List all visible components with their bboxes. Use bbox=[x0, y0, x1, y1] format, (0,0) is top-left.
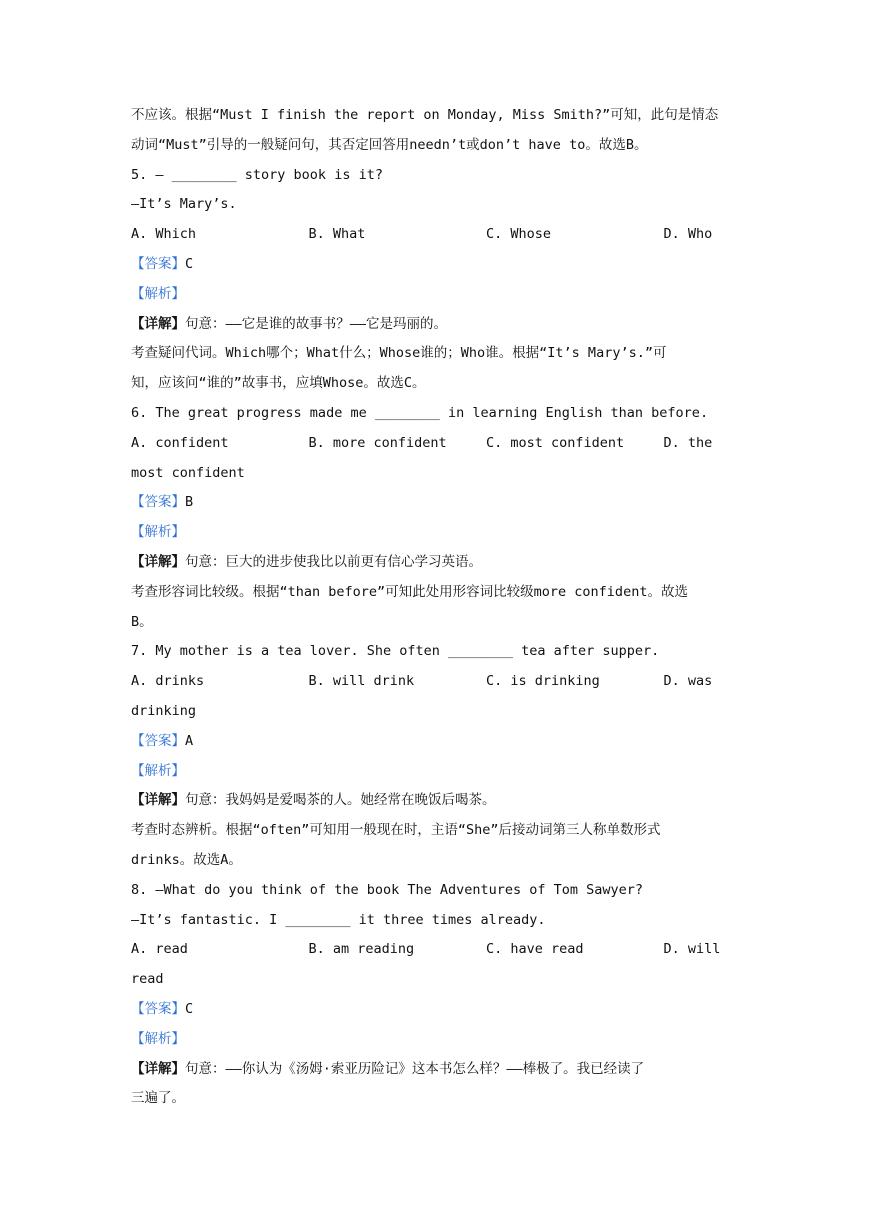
explain-line: 考查疑问代词。Which哪个；What什么；Whose谁的；Who谁。根据“It’s Mary’s.”可 bbox=[131, 345, 667, 362]
question-stem: 8. —What do you think of the book The Adventures of Tom Sawyer? bbox=[131, 881, 644, 898]
analysis-tag: 【解析】 bbox=[131, 524, 185, 541]
analysis-line bbox=[131, 757, 739, 787]
question-stem: 5. — ________ story book is it? bbox=[131, 166, 383, 183]
option-c: C. is drinking bbox=[486, 673, 600, 690]
options-wrap: drinking bbox=[131, 702, 197, 719]
detail-line bbox=[131, 310, 739, 340]
option-b: B. more confident bbox=[308, 434, 447, 451]
question-stem: 7. My mother is a tea lover. She often ________ tea after supper. bbox=[131, 643, 660, 660]
detail-tag: 【详解】 bbox=[131, 792, 185, 809]
explain-line: 考查时态辨析。根据“often”可知用一般现在时，主语“She”后接动词第三人称单数形式 bbox=[131, 822, 661, 839]
question-5 bbox=[131, 161, 739, 399]
option-c: C. have read bbox=[486, 941, 584, 958]
detail-text: 句意：——它是谁的故事书？——它是玛丽的。 bbox=[185, 315, 448, 332]
detail-tag: 【详解】 bbox=[131, 1060, 185, 1077]
detail-text: 句意：巨大的进步使我比以前更有信心学习英语。 bbox=[185, 553, 482, 570]
options-wrap: most confident bbox=[131, 464, 245, 481]
detail-line bbox=[131, 786, 739, 816]
options-wrap: read bbox=[131, 971, 164, 988]
answer-value: C bbox=[185, 1000, 194, 1017]
option-d: D. Who bbox=[663, 226, 713, 243]
analysis-tag: 【解析】 bbox=[131, 285, 185, 302]
answer-tag: 【答案】 bbox=[131, 255, 185, 272]
analysis-line bbox=[131, 1025, 739, 1055]
options-row bbox=[131, 220, 739, 250]
answer-line bbox=[131, 727, 739, 757]
option-b: B. What bbox=[308, 226, 366, 243]
question-7 bbox=[131, 637, 739, 875]
option-a: A. confident bbox=[131, 434, 229, 451]
option-c: C. most confident bbox=[486, 434, 625, 451]
answer-value: B bbox=[185, 494, 194, 511]
detail-text: 句意：我妈妈是爱喝茶的人。她经常在晚饭后喝茶。 bbox=[185, 792, 496, 809]
intro-line: 动词“Must”引导的一般疑问句，其否定回答用needn’t或don’t have to。故选B。 bbox=[131, 136, 648, 153]
explain-line: 考查形容词比较级。根据“than before”可知此处用形容词比较级more confident。故选 bbox=[131, 583, 688, 600]
explain-line: B。 bbox=[131, 613, 153, 630]
detail-text: 句意：——你认为《汤姆·索亚历险记》这本书怎么样？——棒极了。我已经读了 bbox=[185, 1060, 645, 1077]
detail-tag: 【详解】 bbox=[131, 553, 185, 570]
explain-line: 三遍了。 bbox=[131, 1090, 185, 1107]
intro-line: 不应该。根据“Must I finish the report on Monday, Miss Smith?”可知，此句是情态 bbox=[131, 107, 719, 123]
document-body bbox=[131, 101, 739, 1114]
detail-tag: 【详解】 bbox=[131, 315, 185, 332]
analysis-line bbox=[131, 280, 739, 310]
option-a: A. drinks bbox=[131, 673, 205, 690]
question-stem: —It’s Mary’s. bbox=[131, 196, 237, 213]
answer-line bbox=[131, 250, 739, 280]
question-stem: 6. The great progress made me ________ in learning English than before. bbox=[131, 404, 709, 421]
option-d: D. was bbox=[663, 673, 713, 690]
answer-tag: 【答案】 bbox=[131, 732, 185, 749]
options-row bbox=[131, 667, 739, 697]
explain-line: drinks。故选A。 bbox=[131, 851, 242, 868]
option-c: C. Whose bbox=[486, 226, 552, 243]
explain-line: 知，应该问“谁的”故事书，应填Whose。故选C。 bbox=[131, 375, 426, 392]
analysis-tag: 【解析】 bbox=[131, 1030, 185, 1047]
answer-value: C bbox=[185, 255, 194, 272]
answer-value: A bbox=[185, 732, 194, 749]
option-a: A. read bbox=[131, 941, 188, 958]
option-d: D. will bbox=[663, 941, 721, 958]
option-d: D. the bbox=[663, 434, 713, 451]
options-row bbox=[131, 429, 739, 459]
analysis-tag: 【解析】 bbox=[131, 762, 185, 779]
answer-line bbox=[131, 488, 739, 518]
question-stem: —It’s fantastic. I ________ it three times already. bbox=[131, 911, 546, 928]
detail-line bbox=[131, 1055, 739, 1085]
answer-tag: 【答案】 bbox=[131, 494, 185, 511]
question-6 bbox=[131, 399, 739, 637]
answer-line bbox=[131, 995, 739, 1025]
analysis-line bbox=[131, 518, 739, 548]
question-8 bbox=[131, 876, 739, 1114]
option-a: A. Which bbox=[131, 226, 197, 243]
option-b: B. am reading bbox=[308, 941, 415, 958]
detail-line bbox=[131, 548, 739, 578]
options-row bbox=[131, 935, 739, 965]
answer-tag: 【答案】 bbox=[131, 1000, 185, 1017]
option-b: B. will drink bbox=[308, 673, 415, 690]
